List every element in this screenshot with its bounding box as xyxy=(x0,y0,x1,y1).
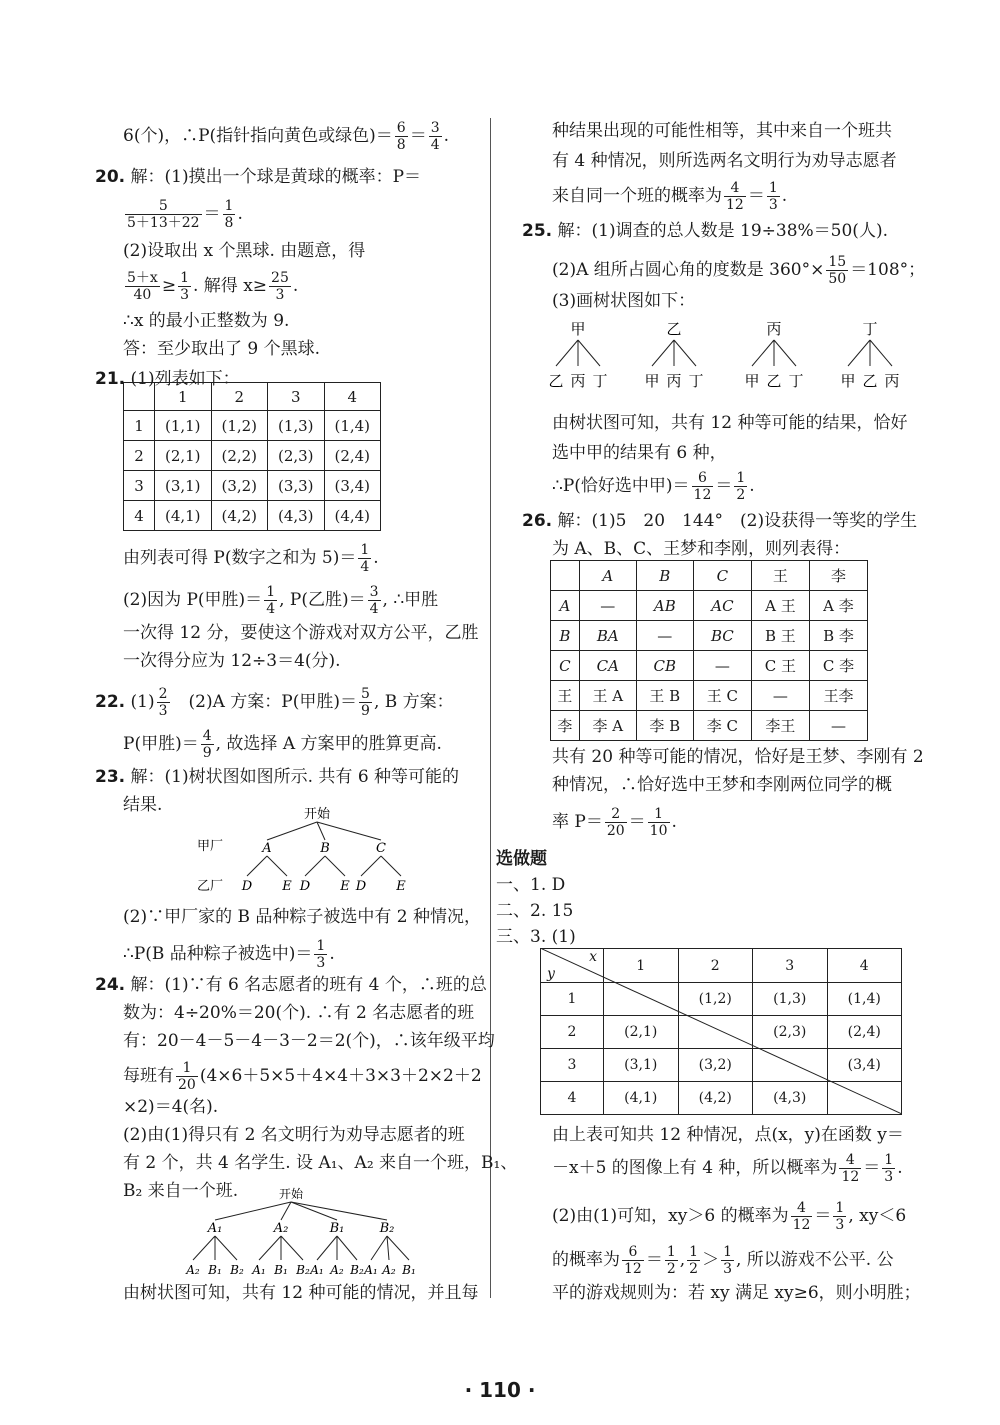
r-line2: 有 4 种情况，则所选两名文明行为劝导志愿者 xyxy=(552,151,897,171)
tree-leaf: B₂ xyxy=(230,1263,244,1277)
q21-line3: (2)因为 P(甲胜)＝ $\frac{1}{4}$ , P(乙胜)＝ $\frac{3}{4}$ , ∴甲胜 xyxy=(123,584,439,617)
tree-leaf: B₂ xyxy=(350,1263,364,1277)
q23-line4: ∴P(B 品种粽子被选中)＝ $\frac{1}{3}$ . xyxy=(123,938,335,971)
table-header: 2 xyxy=(678,949,753,983)
table-header: 1 xyxy=(604,949,679,983)
table-cell: 李 B xyxy=(636,711,693,741)
q20-line5: ∴x 的最小正整数为 9. xyxy=(123,311,290,331)
q24-line1: 24. 解：(1)∵有 6 名志愿者的班有 4 个，∴班的总 xyxy=(95,975,487,995)
tree-leaf: 丙 xyxy=(570,372,586,390)
y-label: y xyxy=(547,966,555,982)
table-cell: — xyxy=(693,651,751,681)
q24-line6: (2)由(1)得只有 2 名文明行为劝导志愿者的班 xyxy=(123,1125,465,1145)
s3-line4: 的概率为 $\frac{6}{12}$ ＝ $\frac{1}{2}$ , $\frac{1}{2}$ ＞ $\frac{1}{3}$ , 所以游戏不公平. 公 xyxy=(552,1244,894,1277)
table-points-wrap xyxy=(540,948,902,1114)
table-cell: A 王 xyxy=(751,591,809,621)
q24-line2: 数为：4÷20%＝20(个). ∴有 2 名志愿者的班 xyxy=(123,1003,475,1023)
q24-line3: 有：20－4－5－4－3－2＝2(个)，∴该年级平均 xyxy=(123,1031,495,1051)
tree-root: 乙 xyxy=(666,320,682,338)
table-cell: — xyxy=(809,711,867,741)
s1-line: 一、1. D xyxy=(496,875,566,895)
table-cell: AB xyxy=(636,591,693,621)
tree-leaf: B₂ xyxy=(296,1263,310,1277)
table-cell: (3,3) xyxy=(268,471,325,501)
q26-line3: 共有 20 种等可能的情况，恰好是王梦、李刚有 2 xyxy=(552,747,924,767)
table-cell: (2,4) xyxy=(827,1016,902,1049)
tree-edge xyxy=(337,1236,357,1260)
tree-edge xyxy=(259,1236,281,1260)
tree-root: 丙 xyxy=(766,320,782,338)
s3-line2: －x＋5 的图像上有 4 种，所以概率为 $\frac{4}{12}$ ＝ $\frac{1}{3}$ . xyxy=(552,1152,903,1185)
table-cell: — xyxy=(579,591,636,621)
tree-leaf: A₂ xyxy=(382,1263,396,1277)
table-cell: (2,4) xyxy=(324,441,381,471)
table-cell: (2,1) xyxy=(155,441,212,471)
table-cell: CA xyxy=(579,651,636,681)
table-cell: 4 xyxy=(541,1082,604,1115)
tree-edge xyxy=(674,340,696,366)
tree-leaf: A₂ xyxy=(186,1263,200,1277)
table-cell: (1,3) xyxy=(268,411,325,441)
tree-edge xyxy=(371,1236,387,1260)
tree-leaf: E xyxy=(396,879,406,894)
q20-line3: (2)设取出 x 个黑球. 由题意，得 xyxy=(123,241,366,261)
tree-diagram-25 xyxy=(548,318,918,398)
table-cell: (4,3) xyxy=(268,501,325,531)
q23-line2: 结果. xyxy=(123,795,163,815)
table-header: 3 xyxy=(753,949,828,983)
table-cell: 李 xyxy=(551,711,580,741)
tree-edge xyxy=(291,1202,387,1220)
q26-line2: 为 A、B、C、王梦和李刚，则列表得： xyxy=(552,539,851,559)
tree-leaf: B₁ xyxy=(208,1263,222,1277)
tree-leaf: 丙 xyxy=(884,372,900,390)
s3-line5: 平的游戏规则为：若 xy 满足 xy≥6，则小明胜； xyxy=(552,1283,921,1303)
table-cell: (3,4) xyxy=(324,471,381,501)
r-line3: 来自同一个班的概率为 $\frac{4}{12}$ ＝ $\frac{1}{3}$ . xyxy=(552,180,788,213)
table-header: 3 xyxy=(268,383,325,411)
tree-diagram-23 xyxy=(185,806,425,896)
tree-root: 丁 xyxy=(862,320,878,338)
table-cell: (4,2) xyxy=(678,1082,753,1115)
table-header: 1 xyxy=(155,383,212,411)
table-header: C xyxy=(693,561,751,591)
table-cell: 李 C xyxy=(693,711,751,741)
table-cell: (3,2) xyxy=(678,1049,753,1082)
table-cell: BC xyxy=(693,621,751,651)
tree-leaf: D xyxy=(299,879,311,894)
tree-leaf: B₁ xyxy=(402,1263,416,1277)
table-cell: 王 B xyxy=(636,681,693,711)
table-cell: (1,2) xyxy=(678,983,753,1016)
table-header: 2 xyxy=(211,383,268,411)
tree-leaf: 甲 xyxy=(644,372,660,390)
tree-edge xyxy=(215,1236,237,1260)
tree-label-jia: 甲厂 xyxy=(197,839,224,854)
tree-edge xyxy=(267,856,287,876)
table-awards xyxy=(550,560,868,741)
table-cell: — xyxy=(751,681,809,711)
table-cell: (1,3) xyxy=(753,983,828,1016)
table-cell: C 王 xyxy=(751,651,809,681)
q20-line2: $\frac{5}{5+13+22}$ ＝ $\frac{1}{8}$ . xyxy=(127,198,243,231)
table-cell: (4,3) xyxy=(753,1082,828,1115)
table-cell: 王 C xyxy=(693,681,751,711)
tree-root: 甲 xyxy=(570,320,586,338)
tree-node: A₂ xyxy=(273,1221,289,1236)
tree-leaf: E xyxy=(282,879,292,894)
tree-leaf: 丁 xyxy=(688,372,704,390)
r-line1: 种结果出现的可能性相等，其中来自一个班共 xyxy=(552,121,892,141)
tree-edge xyxy=(193,1236,215,1260)
tree-edge xyxy=(281,1202,291,1220)
table-cell: 王 xyxy=(551,681,580,711)
table-cell: A 李 xyxy=(809,591,867,621)
tree-leaf: 甲 xyxy=(744,372,760,390)
q25-line5: 选中甲的结果有 6 种， xyxy=(552,443,727,463)
q21-line4: 一次得 12 分，要使这个游戏对双方公平，乙胜 xyxy=(123,623,479,643)
tree-edge xyxy=(556,340,578,366)
tree-leaf: 乙 xyxy=(548,372,564,390)
table-header: A xyxy=(579,561,636,591)
table-cell: 2 xyxy=(541,1016,604,1049)
tree-leaf: 丁 xyxy=(788,372,804,390)
table-cell: (3,4) xyxy=(827,1049,902,1082)
q25-line2: (2)A 组所占圆心角的度数是 360°× $\frac{15}{50}$ ＝108°； xyxy=(552,254,926,287)
q24-line7: 有 2 个，共 4 名学生. 设 A₁、A₂ 来自一个班，B₁、 xyxy=(123,1153,518,1173)
table-cell: 王 A xyxy=(579,681,636,711)
tree-edge xyxy=(578,340,600,366)
tree-leaf: 丁 xyxy=(592,372,608,390)
s3-line1: 由上表可知共 12 种情况，点(x，y)在函数 y＝ xyxy=(552,1125,904,1145)
tree-edge xyxy=(774,340,796,366)
tree-edge xyxy=(387,1236,409,1260)
tree-edge xyxy=(361,856,381,876)
table-header: 王 xyxy=(751,561,809,591)
s3-line: 三、3. (1) xyxy=(496,927,576,947)
q24-line5: ×2)＝4(名). xyxy=(123,1097,219,1117)
q23-line3: (2)∵甲厂家的 B 品种粽子被选中有 2 种情况， xyxy=(123,907,482,927)
tree-edge xyxy=(848,340,870,366)
q20-line6: 答：至少取出了 9 个黑球. xyxy=(123,339,321,359)
tree-edge xyxy=(317,822,381,840)
table-cell: (4,1) xyxy=(604,1082,679,1115)
tree-edge xyxy=(381,856,401,876)
tree-edge xyxy=(752,340,774,366)
table-cell: (2,2) xyxy=(211,441,268,471)
tree-edge xyxy=(215,1202,291,1220)
tree-node: A₁ xyxy=(207,1221,223,1236)
tree-edge xyxy=(317,822,325,840)
diagonal-line xyxy=(540,948,902,1114)
table-cell: (3,1) xyxy=(155,471,212,501)
q22-line2: P(甲胜)＝ $\frac{4}{9}$ , 故选择 A 方案甲的胜算更高. xyxy=(123,728,442,761)
tree-edge xyxy=(305,856,325,876)
q26-line5: 率 P＝ $\frac{2}{20}$ ＝ $\frac{1}{10}$ . xyxy=(552,806,677,839)
q21-line5: 一次得分应为 12÷3＝4(分). xyxy=(123,651,341,671)
tree-edge xyxy=(281,1236,303,1260)
tree-leaf: E xyxy=(340,879,350,894)
table-header: 4 xyxy=(324,383,381,411)
q24-line9: 由树状图可知，共有 12 种可能的情况，并且每 xyxy=(123,1283,479,1303)
tree-edge xyxy=(652,340,674,366)
table-cell: CB xyxy=(636,651,693,681)
table-header: 4 xyxy=(827,949,902,983)
x-label: x xyxy=(589,949,597,965)
q25-line6: ∴P(恰好选中甲)＝ $\frac{6}{12}$ ＝ $\frac{1}{2}$ . xyxy=(552,470,755,503)
table-cell: B 李 xyxy=(809,621,867,651)
q21-line2: 由列表可得 P(数字之和为 5)＝ $\frac{1}{4}$ . xyxy=(123,542,379,575)
tree-root: 开始 xyxy=(278,1187,304,1201)
table-header: B xyxy=(636,561,693,591)
diagonal-lines xyxy=(540,948,902,1114)
table-cell: 1 xyxy=(541,983,604,1016)
tree-leaf: 丙 xyxy=(666,372,682,390)
tree-edge xyxy=(325,856,345,876)
tree-edge xyxy=(387,1236,389,1260)
q22-line1: 22. (1) $\frac{2}{3}$ (2)A 方案：P(甲胜)＝ $\frac{5}{9}$ , B 方案： xyxy=(95,686,454,719)
tree-edge xyxy=(267,822,317,840)
table-cell: 王李 xyxy=(809,681,867,711)
q26-line1: 26. 解：(1)5 20 144° (2)设获得一等奖的学生 xyxy=(522,511,918,531)
q25-line1: 25. 解：(1)调查的总人数是 19÷38%＝50(人). xyxy=(522,221,888,241)
page-number: · 110 · xyxy=(464,1378,536,1402)
tree-leaf: D xyxy=(241,879,253,894)
q23-line1: 23. 解：(1)树状图如图所示. 共有 6 种等可能的 xyxy=(95,767,460,787)
table-cell: 3 xyxy=(124,471,155,501)
table-cell: — xyxy=(636,621,693,651)
tree-leaf: 甲 xyxy=(840,372,856,390)
tree-root: 开始 xyxy=(303,807,331,822)
table-sum xyxy=(123,382,381,531)
table-cell: (1,1) xyxy=(155,411,212,441)
table-cell: (1,4) xyxy=(324,411,381,441)
table-cell: 李 A xyxy=(579,711,636,741)
s2-line: 二、2. 15 xyxy=(496,901,574,921)
tree-leaf: D xyxy=(355,879,367,894)
tree-edge xyxy=(247,856,267,876)
table-cell: AC xyxy=(693,591,751,621)
table-cell: (2,3) xyxy=(268,441,325,471)
tree-leaf: A₁ xyxy=(364,1263,378,1277)
s3-line3: (2)由(1)可知，xy＞6 的概率为 $\frac{4}{12}$ ＝ $\frac{1}{3}$ , xy＜6 xyxy=(552,1200,907,1233)
line-l0: 6(个)，∴P(指针指向黄色或绿色)＝ $\frac{6}{8}$ ＝ $\frac{3}{4}$ . xyxy=(123,120,450,153)
table-cell: (4,4) xyxy=(324,501,381,531)
tree-node: B₁ xyxy=(329,1221,345,1236)
tree-leaf: 乙 xyxy=(766,372,782,390)
q25-line4: 由树状图可知，共有 12 种等可能的结果，恰好 xyxy=(552,413,908,433)
table-cell: (2,3) xyxy=(753,1016,828,1049)
q24-line8: B₂ 来自一个班. xyxy=(123,1181,239,1201)
table-cell xyxy=(124,383,155,411)
table-cell: (3,1) xyxy=(604,1049,679,1082)
tree-node: A xyxy=(262,841,272,856)
section-title: 选做题 xyxy=(496,849,547,869)
table-cell: 1 xyxy=(124,411,155,441)
tree-leaf: B₁ xyxy=(274,1263,288,1277)
table-cell: 李王 xyxy=(751,711,809,741)
table-cell: B 王 xyxy=(751,621,809,651)
table-cell: (1,4) xyxy=(827,983,902,1016)
table-cell: C 李 xyxy=(809,651,867,681)
table-cell: 4 xyxy=(124,501,155,531)
q20-line4: $\frac{5+x}{40}$ ≥ $\frac{1}{3}$ . 解得 x≥ $\frac{25}{3}$ . xyxy=(127,270,299,303)
tree-node: C xyxy=(376,841,386,856)
tree-edge xyxy=(870,340,892,366)
column-divider xyxy=(490,118,491,1298)
tree-leaf: A₁ xyxy=(310,1263,324,1277)
tree-diagram-24 xyxy=(175,1186,435,1282)
table-cell: B xyxy=(551,621,580,651)
table-cell: (1,2) xyxy=(211,411,268,441)
table-cell: (3,2) xyxy=(211,471,268,501)
q26-line4: 种情况，∴恰好选中王梦和李刚两位同学的概 xyxy=(552,775,892,795)
table-cell: BA xyxy=(579,621,636,651)
tree-leaf: A₁ xyxy=(252,1263,266,1277)
table-header: 李 xyxy=(809,561,867,591)
table-cell: (4,1) xyxy=(155,501,212,531)
q21-line1: 21. (1)列表如下： xyxy=(95,369,240,389)
table-cell: A xyxy=(551,591,580,621)
tree-leaf: 乙 xyxy=(862,372,878,390)
table-cell xyxy=(551,561,580,591)
table-cell: 2 xyxy=(124,441,155,471)
q25-line3: (3)画树状图如下： xyxy=(552,291,696,311)
tree-edge xyxy=(317,1236,337,1260)
table-cell: (2,1) xyxy=(604,1016,679,1049)
table-cell: 3 xyxy=(541,1049,604,1082)
table-cell: C xyxy=(551,651,580,681)
tree-edge xyxy=(291,1202,337,1220)
q20-line1: 20. 解：(1)摸出一个球是黄球的概率：P＝ xyxy=(95,167,422,187)
table-cell: (4,2) xyxy=(211,501,268,531)
q24-line4: 每班有 $\frac{1}{20}$ (4×6＋5×5＋4×4＋3×3＋2×2＋2 xyxy=(123,1060,482,1093)
tree-leaf: A₂ xyxy=(330,1263,344,1277)
tree-node: B xyxy=(320,841,330,856)
tree-label-yi: 乙厂 xyxy=(197,879,224,894)
tree-node: B₂ xyxy=(379,1221,395,1236)
